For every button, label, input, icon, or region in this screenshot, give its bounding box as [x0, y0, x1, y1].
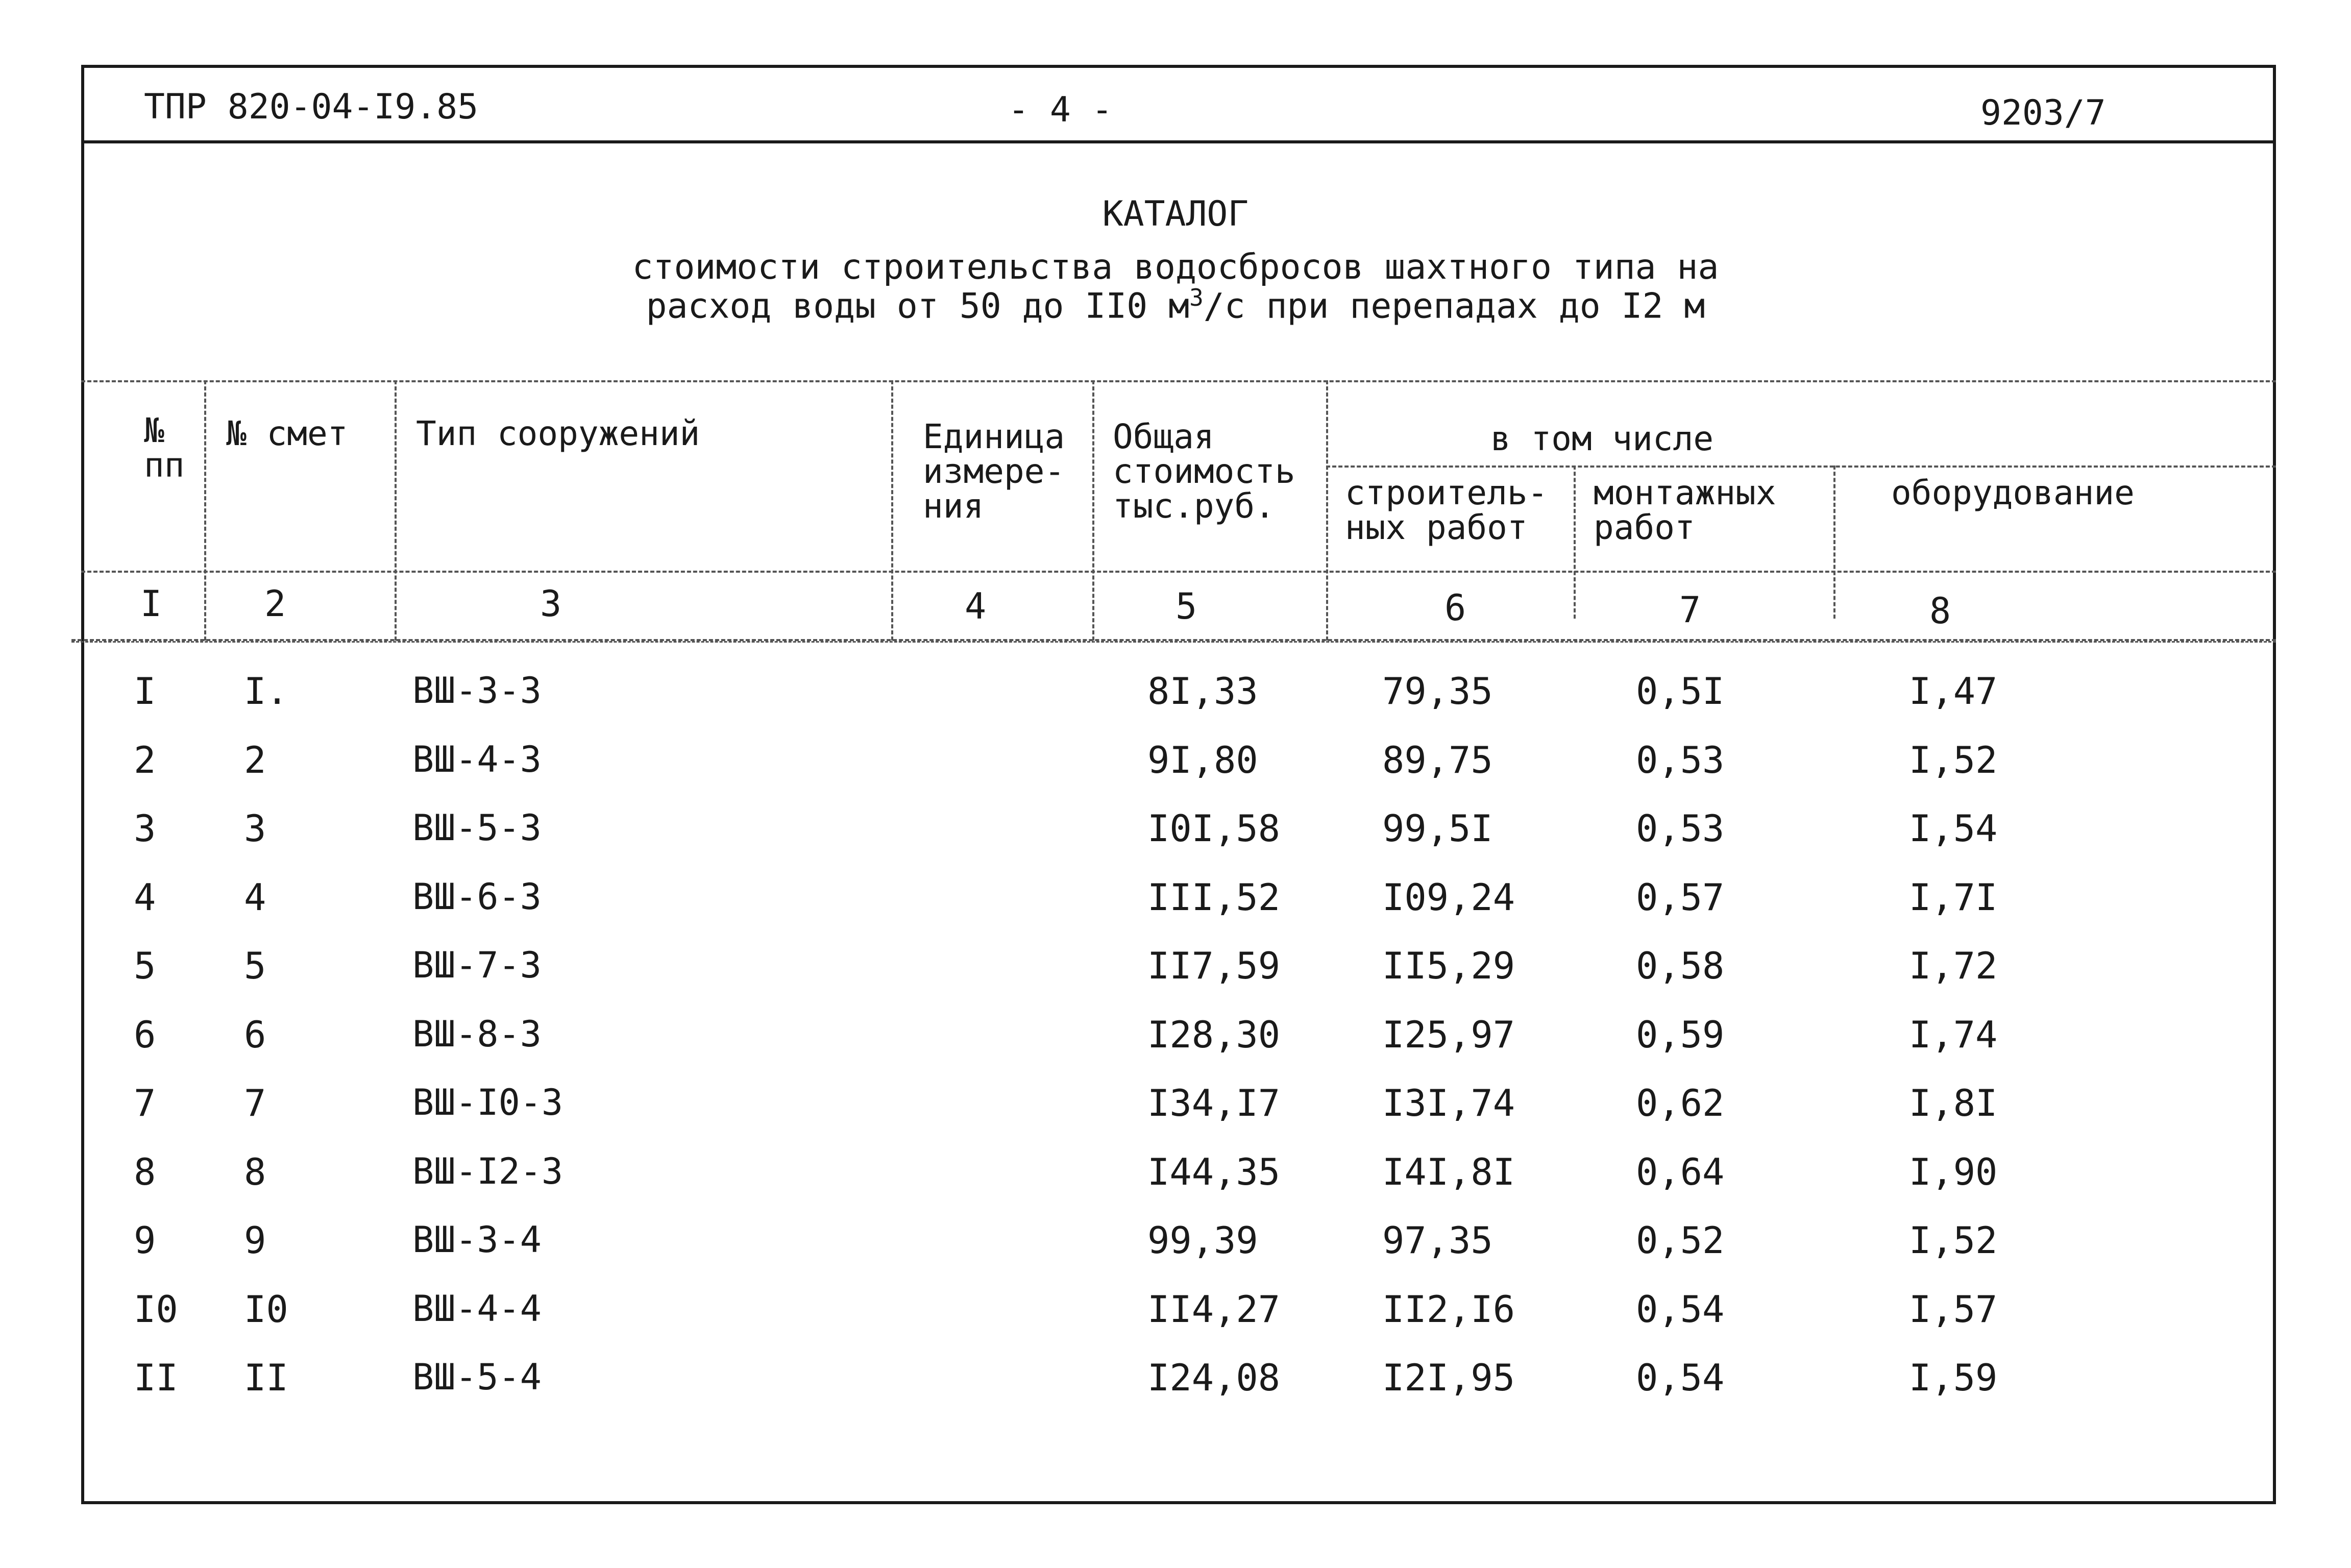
cell-structure-type: ВШ-4-4 — [412, 1288, 542, 1330]
document-code: ТПР 820-04-I9.85 — [144, 87, 479, 127]
cell-structure-type: ВШ-3-3 — [412, 670, 542, 712]
page-number: - 4 - — [1008, 90, 1113, 130]
cell-total-cost: III,52 — [1147, 876, 1281, 919]
cell-row-number: 3 — [134, 807, 156, 850]
cell-structure-type: ВШ-5-4 — [412, 1356, 542, 1398]
cell-row-number: I — [134, 670, 156, 713]
cell-row-number: 4 — [134, 876, 156, 919]
header-bottom-rule — [81, 571, 2276, 573]
cell-construction-cost: II5,29 — [1382, 944, 1515, 987]
cell-structure-type: ВШ-5-3 — [412, 807, 542, 849]
cell-equipment-cost: I,52 — [1909, 739, 1998, 781]
col-head-unit: Единица измере- ния — [923, 417, 1065, 526]
cell-construction-cost: II2,I6 — [1382, 1288, 1515, 1331]
subtitle-text-b: /с при перепадах до I2 м — [1203, 286, 1705, 327]
cell-installation-cost: 0,54 — [1636, 1356, 1725, 1399]
cell-estimate-number: II — [244, 1356, 288, 1399]
col-head-total-cost: Общая стоимость тыс.руб. — [1113, 417, 1295, 526]
cell-structure-type: ВШ-I0-3 — [412, 1082, 564, 1123]
cell-total-cost: I28,30 — [1147, 1013, 1281, 1056]
cell-equipment-cost: I,74 — [1909, 1013, 1998, 1056]
cell-structure-type: ВШ-7-3 — [412, 944, 542, 986]
col-divider-1 — [204, 380, 206, 641]
col-divider-5 — [1326, 380, 1328, 641]
cell-installation-cost: 0,57 — [1636, 876, 1725, 919]
cell-row-number: 6 — [134, 1013, 156, 1056]
cell-total-cost: 9I,80 — [1147, 739, 1258, 781]
col-number-6: 6 — [1444, 587, 1466, 629]
col-number-8: 8 — [1929, 590, 1951, 632]
col-divider-2 — [395, 380, 397, 641]
body-top-rule — [71, 641, 2276, 643]
cell-construction-cost: 89,75 — [1382, 739, 1493, 781]
cell-estimate-number: 8 — [244, 1150, 266, 1193]
document-number: 9203/7 — [1980, 93, 2106, 133]
cell-structure-type: ВШ-8-3 — [412, 1013, 542, 1055]
col-divider-7 — [1833, 465, 1835, 619]
catalog-subtitle-line2 — [0, 284, 2351, 327]
cell-total-cost: II4,27 — [1147, 1288, 1281, 1331]
cell-construction-cost: 99,5I — [1382, 807, 1493, 850]
cell-estimate-number: 5 — [244, 944, 266, 987]
col-head-estimate-number: № смет — [226, 414, 348, 453]
cell-estimate-number: I0 — [244, 1288, 288, 1331]
cell-equipment-cost: I,72 — [1909, 944, 1998, 987]
cell-total-cost: I44,35 — [1147, 1150, 1281, 1193]
col-number-5: 5 — [1176, 585, 1197, 627]
col-head-structure-type: Тип сооружений — [416, 414, 700, 453]
col-head-row-number: № пп — [144, 411, 185, 485]
cell-estimate-number: 9 — [244, 1219, 266, 1262]
cell-installation-cost: 0,62 — [1636, 1082, 1725, 1124]
col-number-4: 4 — [965, 585, 987, 627]
cell-equipment-cost: I,8I — [1909, 1082, 1998, 1124]
cell-installation-cost: 0,59 — [1636, 1013, 1725, 1056]
cell-installation-cost: 0,58 — [1636, 944, 1725, 987]
cell-total-cost: 99,39 — [1147, 1219, 1258, 1262]
cell-row-number: II — [134, 1356, 178, 1399]
cell-equipment-cost: I,90 — [1909, 1150, 1998, 1193]
cell-equipment-cost: I,54 — [1909, 807, 1998, 850]
cell-construction-cost: I4I,8I — [1382, 1150, 1515, 1193]
cell-equipment-cost: I,57 — [1909, 1288, 1998, 1331]
col-head-equipment: оборудование — [1891, 473, 2135, 512]
cell-installation-cost: 0,5I — [1636, 670, 1725, 713]
cell-structure-type: ВШ-6-3 — [412, 876, 542, 918]
cell-construction-cost: I2I,95 — [1382, 1356, 1515, 1399]
subtitle-superscript: 3 — [1189, 284, 1204, 311]
cell-equipment-cost: I,59 — [1909, 1356, 1998, 1399]
col-divider-4 — [1092, 380, 1094, 641]
cell-installation-cost: 0,54 — [1636, 1288, 1725, 1331]
cell-row-number: 9 — [134, 1219, 156, 1262]
cell-equipment-cost: I,52 — [1909, 1219, 1998, 1262]
cell-row-number: 2 — [134, 739, 156, 781]
col-divider-6 — [1574, 465, 1576, 619]
col-divider-3 — [891, 380, 893, 641]
cell-estimate-number: 7 — [244, 1082, 266, 1124]
table-top-rule — [81, 380, 2276, 382]
cell-equipment-cost: I,47 — [1909, 670, 1998, 713]
cell-construction-cost: 97,35 — [1382, 1219, 1493, 1262]
cell-structure-type: ВШ-3-4 — [412, 1219, 542, 1261]
col-head-installation: монтажных работ — [1594, 473, 1776, 547]
col-head-construction: строитель- ных работ — [1345, 473, 1548, 547]
cell-estimate-number: I. — [244, 670, 288, 713]
cell-estimate-number: 6 — [244, 1013, 266, 1056]
subgroup-rule — [1326, 465, 2276, 468]
cell-installation-cost: 0,52 — [1636, 1219, 1725, 1262]
catalog-title: КАТАЛОГ — [1102, 194, 1249, 234]
cell-total-cost: I0I,58 — [1147, 807, 1281, 850]
cell-construction-cost: I09,24 — [1382, 876, 1515, 919]
cell-structure-type: ВШ-4-3 — [412, 739, 542, 780]
cell-estimate-number: 4 — [244, 876, 266, 919]
cell-construction-cost: I25,97 — [1382, 1013, 1515, 1056]
subtitle-text-a: расход воды от 50 до II0 м — [646, 286, 1190, 327]
cell-construction-cost: 79,35 — [1382, 670, 1493, 713]
cell-total-cost: II7,59 — [1147, 944, 1281, 987]
cell-installation-cost: 0,53 — [1636, 739, 1725, 781]
cell-row-number: 7 — [134, 1082, 156, 1124]
cell-equipment-cost: I,7I — [1909, 876, 1998, 919]
col-head-group-including: в том числе — [1490, 419, 1714, 458]
cell-construction-cost: I3I,74 — [1382, 1082, 1515, 1124]
cell-installation-cost: 0,64 — [1636, 1150, 1725, 1193]
cell-row-number: 8 — [134, 1150, 156, 1193]
cell-estimate-number: 3 — [244, 807, 266, 850]
cell-row-number: I0 — [134, 1288, 178, 1331]
col-number-1: I — [140, 583, 162, 625]
cell-total-cost: I34,I7 — [1147, 1082, 1281, 1124]
header-divider — [81, 140, 2276, 143]
col-number-2: 2 — [264, 583, 286, 625]
catalog-subtitle-line1: стоимости строительства водосбросов шахтного типа на — [632, 247, 1719, 287]
cell-total-cost: 8I,33 — [1147, 670, 1258, 713]
cell-total-cost: I24,08 — [1147, 1356, 1281, 1399]
cell-installation-cost: 0,53 — [1636, 807, 1725, 850]
cell-row-number: 5 — [134, 944, 156, 987]
col-number-3: 3 — [540, 583, 562, 625]
col-number-7: 7 — [1679, 589, 1701, 631]
cell-estimate-number: 2 — [244, 739, 266, 781]
cell-structure-type: ВШ-I2-3 — [412, 1150, 564, 1192]
